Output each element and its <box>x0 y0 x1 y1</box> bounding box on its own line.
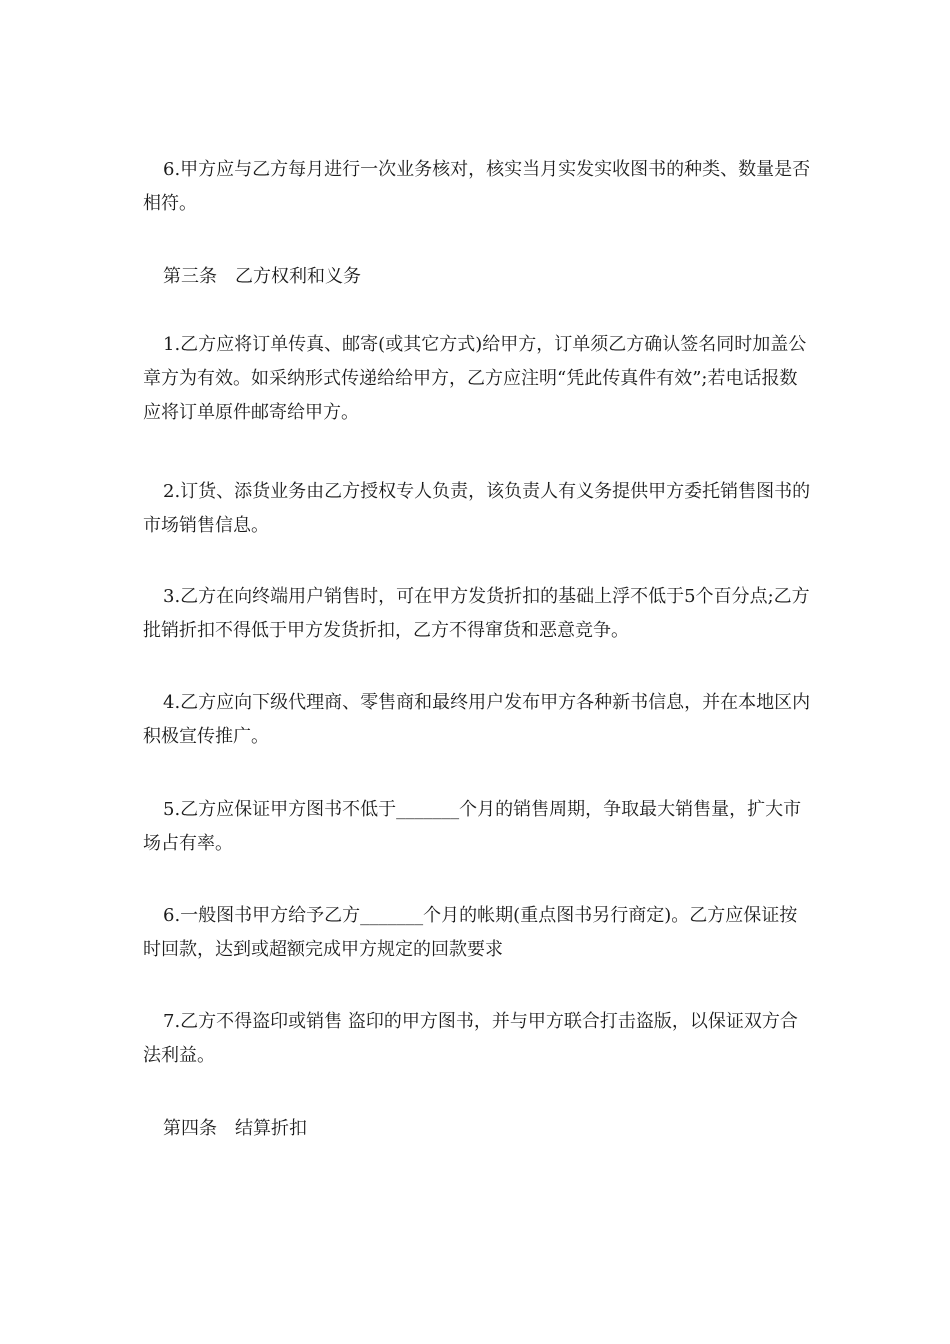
paragraph-article2-item6: 6.甲方应与乙方每月进行一次业务核对，核实当月实发实收图书的种类、数量是否相符。 <box>143 159 811 214</box>
paragraph-article3-item4: 4.乙方应向下级代理商、零售商和最终用户发布甲方各种新书信息，并在本地区内积极宣传推广。 <box>143 692 811 747</box>
heading-article3: 第三条 乙方权利和义务 <box>163 266 361 287</box>
paragraph-article3-item7: 7.乙方不得盗印或销售 盗印的甲方图书，并与甲方联合打击盗版，以保证双方合法利益。 <box>143 1011 798 1066</box>
paragraph-article3-item5: 5.乙方应保证甲方图书不低于_______个月的销售周期，争取最大销售量，扩大市场占有率。 <box>143 799 802 854</box>
paragraph-article3-item3: 3.乙方在向终端用户销售时，可在甲方发货折扣的基础上浮不低于5个百分点;乙方批销折扣不得低于甲方发货折扣，乙方不得窜货和恶意竞争。 <box>143 586 810 641</box>
heading-article4: 第四条 结算折扣 <box>163 1118 307 1139</box>
paragraph-article3-item1: 1.乙方应将订单传真、邮寄(或其它方式)给甲方，订单须乙方确认签名同时加盖公章方为有效。如采纳形式传递给给甲方，乙方应注明“凭此传真件有效”;若电话报数应将订单原件邮寄给甲方。 <box>143 334 807 423</box>
paragraph-article3-item2: 2.订货、添货业务由乙方授权专人负责，该负责人有义务提供甲方委托销售图书的市场销售信息。 <box>143 481 811 536</box>
paragraph-article3-item6: 6.一般图书甲方给予乙方_______个月的帐期(重点图书另行商定)。乙方应保证按时回款，达到或超额完成甲方规定的回款要求 <box>143 905 798 960</box>
